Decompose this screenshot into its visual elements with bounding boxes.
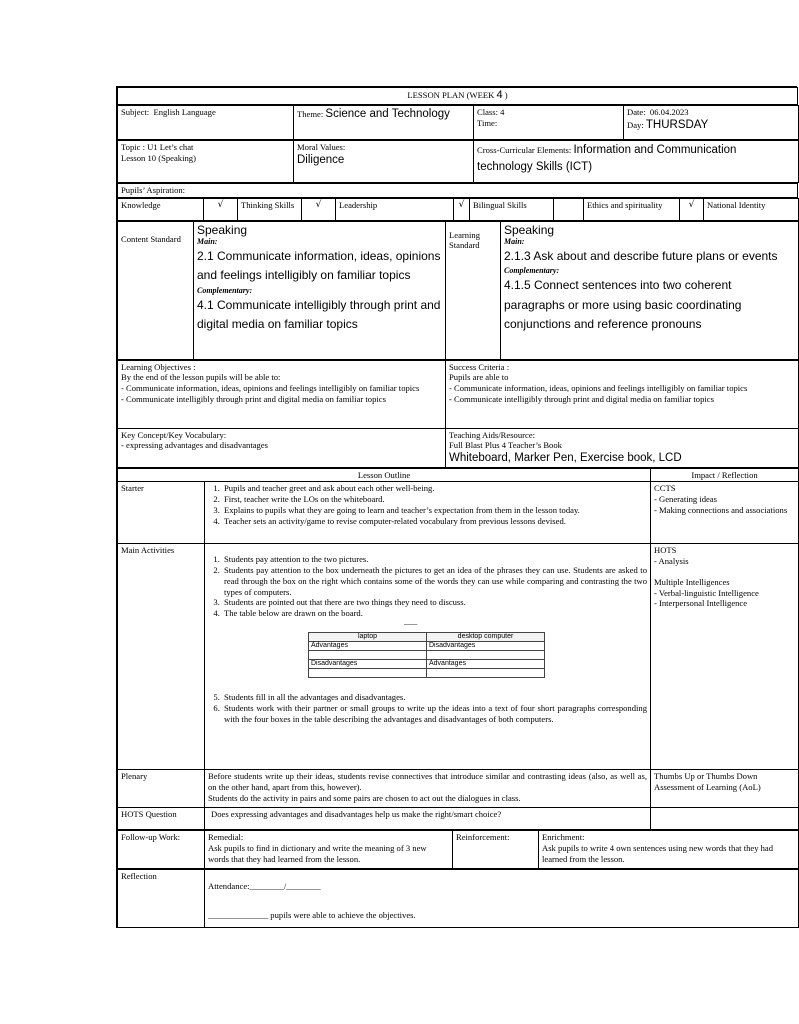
- tick-icon: √: [204, 198, 238, 220]
- hots-question-text: Does expressing advantages and disadvantages help us make the right/smart choice?: [205, 808, 651, 830]
- key-vocabulary: Key Concept/Key Vocabulary: - expressing advantages and disadvantages: [118, 428, 446, 467]
- aspiration-leadership: Leadership: [336, 198, 454, 220]
- cell-desktop-disadvantages: Disadvantages: [427, 642, 545, 651]
- cell-laptop-advantages: Advantages: [309, 642, 427, 651]
- class-time-cell: Class: 4 Time:: [474, 106, 624, 140]
- lesson-plan-title: LESSON PLAN (WEEK 4 ): [118, 88, 798, 105]
- topic-cell: Topic : U1 Let’s chat Lesson 10 (Speaking): [118, 141, 294, 183]
- list-item: 4. The table below are drawn on the board.: [222, 608, 647, 619]
- col-laptop: laptop: [309, 633, 427, 642]
- cell-empty: [309, 651, 427, 660]
- advantages-table: [308, 632, 545, 678]
- plenary-impact: Thumbs Up or Thumbs Down Assessment of Learning (AoL): [651, 770, 799, 808]
- table-caption: ____: [404, 618, 418, 625]
- aspiration-ethics: Ethics and spirituality: [584, 198, 680, 220]
- cell-laptop-disadvantages: Disadvantages: [309, 660, 427, 669]
- achievement-line: ______________ pupils were able to achieve the objectives.: [208, 910, 416, 921]
- list-item: 2. First, teacher write the LOs on the whiteboard.: [222, 494, 647, 505]
- success-criteria: Success Criteria : Pupils are able to - Communicate information, ideas, opinions and feelings intelligibly on familiar topics - Communicate intelligibly through print and digital media on familiar topics: [446, 360, 799, 428]
- reinforcement-cell: Reinforcement:: [453, 831, 539, 869]
- impact-reflection-title: Impact / Reflection: [651, 468, 799, 482]
- aspiration-bilingual: Bilingual Skills: [470, 198, 554, 220]
- list-item: 5. Students fill in all the advantages and disadvantages.: [222, 692, 647, 703]
- aspiration-thinking: Thinking Skills: [238, 198, 302, 220]
- list-item: 3. Explains to pupils what they are going to learn and teacher’s expectation from them in the lesson today.: [222, 505, 647, 516]
- aspiration-national-identity: National Identity: [704, 198, 799, 220]
- plenary-text: Before students write up their ideas, students revise connectives that introduce similar and contrasting ideas (also, as well as, on the other hand, apart from this, however). Students do the activity in pairs and some pairs are chosen to act out the dialogues in class.: [205, 770, 651, 808]
- moral-values-cell: Moral Values: Diligence: [294, 141, 474, 183]
- starter-label: Starter: [118, 482, 205, 544]
- col-desktop: desktop computer: [427, 633, 545, 642]
- follow-up-label: Follow-up Work:: [118, 831, 205, 869]
- remedial-cell: Remedial: Ask pupils to find in dictionary and write the meaning of 3 new words that they had learned from the lesson.: [205, 831, 453, 869]
- list-item: 2. Students pay attention to the box underneath the pictures to get an idea of the phrases they can use. Students are asked to read through the box on the right which contains some of the words they can use while comparing and contrasting the two types of computers.: [222, 565, 647, 597]
- attendance-line: Attendance:________/________: [208, 881, 321, 892]
- teaching-aids: Teaching Aids/Resource: Full Blast Plus 4 Teacher’s Book Whiteboard, Marker Pen, Exercise book, LCD: [446, 428, 799, 467]
- starter-impact: CCTS - Generating ideas - Making connections and associations: [651, 482, 799, 544]
- cross-curricular-cell: Cross-Curricular Elements: Information and Communication technology Skills (ICT): [474, 141, 799, 183]
- date-day-cell: Date: 06.04.2023 Day: THURSDAY: [624, 106, 799, 140]
- starter-steps: [205, 482, 651, 544]
- cell-empty: [427, 669, 545, 678]
- main-activities-steps: [205, 544, 651, 770]
- reflection-cell: [205, 870, 799, 928]
- hots-question-impact: [651, 808, 799, 830]
- tick-icon: √: [454, 198, 470, 220]
- tick-empty: [554, 198, 584, 220]
- aspiration-knowledge: Knowledge: [118, 198, 204, 220]
- cell-empty: [427, 651, 545, 660]
- list-item: 3. Students are pointed out that there are two things they need to discuss.: [222, 597, 647, 608]
- learning-objectives: Learning Objectives : By the end of the lesson pupils will be able to: - Communicate information, ideas, opinions and feelings intelligibly on familiar topics - Communicate intelligibly through print and digital media on familiar topics: [118, 360, 446, 428]
- enrichment-cell: Enrichment: Ask pupils to write 4 own sentences using new words that they had learned from the lesson.: [539, 831, 799, 869]
- content-standard-label: Content Standard: [118, 221, 194, 359]
- theme-cell: Theme: Science and Technology: [294, 106, 474, 140]
- hots-question-label: HOTS Question: [118, 808, 205, 830]
- tick-icon: √: [302, 198, 336, 220]
- content-standard: Speaking Main: 2.1 Communicate information, ideas, opinions and feelings intelligibly on familiar topics Complementary: 4.1 Communicate intelligibly through print and digital media on familiar topics: [194, 221, 446, 359]
- list-item: 4. Teacher sets an activity/game to revise computer-related vocabulary from previous lessons devised.: [222, 516, 647, 527]
- learning-standard: Speaking Main: 2.1.3 Ask about and describe future plans or events Complementary: 4.1.5 Connect sentences into two coherent paragraphs or more using basic coordinating conjunctions and reference pronouns: [501, 221, 799, 359]
- aspiration-label: Pupils’ Aspiration:: [118, 184, 798, 198]
- list-item: 1. Students pay attention to the two pictures.: [222, 554, 647, 565]
- lesson-outline-title: Lesson Outline: [118, 468, 651, 482]
- list-item: 1. Pupils and teacher greet and ask about each other well-being.: [222, 483, 647, 494]
- list-item: 6. Students work with their partner or small groups to write up the ideas into a text of four short paragraphs corresponding with the four boxes in the table describing the advantages and disadvantages of both computers.: [222, 703, 647, 724]
- learning-standard-label: Learning Standard: [446, 221, 501, 359]
- plenary-label: Plenary: [118, 770, 205, 808]
- main-activities-label: Main Activities: [118, 544, 205, 770]
- cell-empty: [309, 669, 427, 678]
- lesson-plan-sheet: [116, 86, 797, 928]
- subject-cell: Subject: English Language: [118, 106, 294, 140]
- main-activities-impact: HOTS - Analysis Multiple Intelligences - Verbal-linguistic Intelligence - Interpersonal Intelligence: [651, 544, 799, 770]
- tick-icon: √: [680, 198, 704, 220]
- reflection-label: Reflection: [118, 870, 205, 928]
- cell-desktop-advantages: Advantages: [427, 660, 545, 669]
